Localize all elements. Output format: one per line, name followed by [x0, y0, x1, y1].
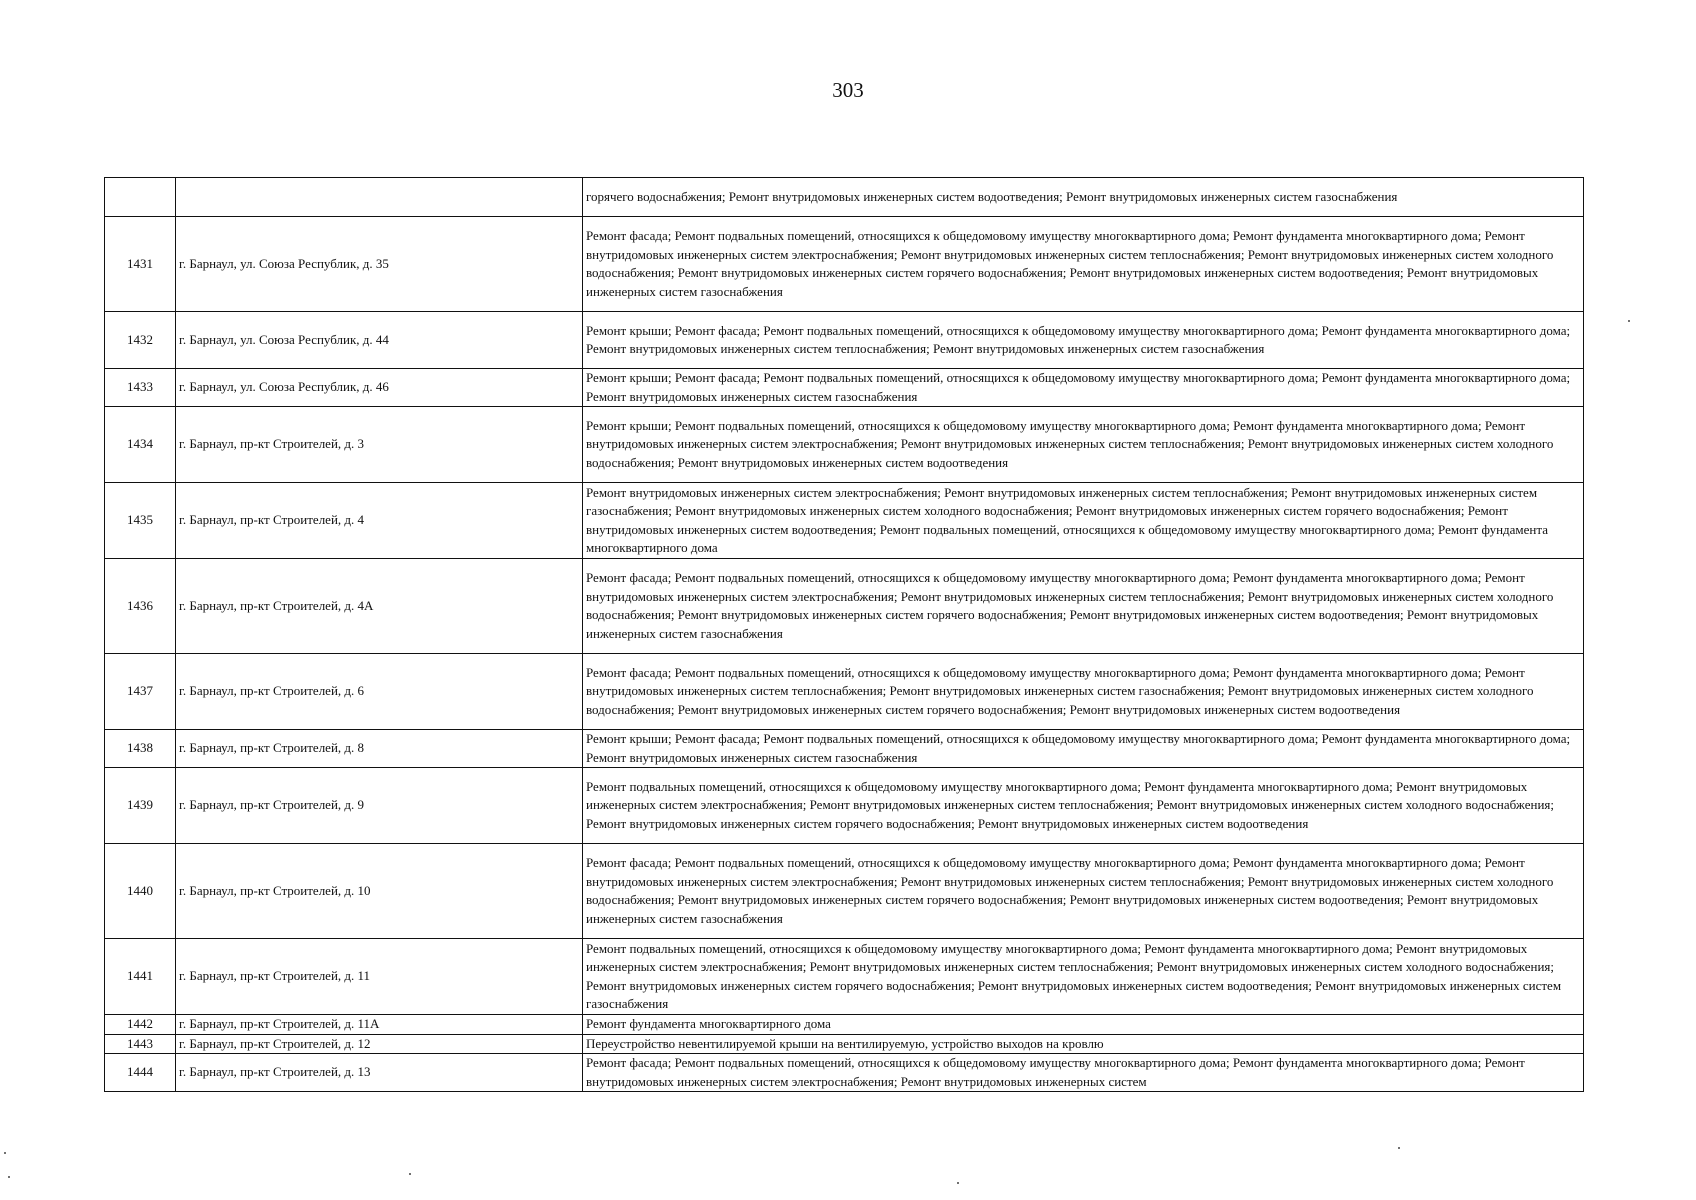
row-number: 1433 — [105, 369, 176, 407]
row-address: г. Барнаул, пр-кт Строителей, д. 13 — [176, 1054, 583, 1092]
table-row — [105, 939, 1584, 1015]
row-works: Ремонт подвальных помещений, относящихся к общедомовому имуществу многоквартирного дома; Ремонт фундамента многоквартирного дома; Ремонт внутридомовых инженерных систем электроснабжения; Ремонт внутридомовых инженерных систем теплоснабжения; Ремонт внутридомовых инженерных систем холодного водоснабжения; Ремонт внутридомовых инженерных систем горячего водоснабжения; Ремонт внутридомовых инженерных систем водоотведения — [583, 768, 1584, 844]
row-address: г. Барнаул, пр-кт Строителей, д. 11А — [176, 1015, 583, 1035]
row-works: Переустройство невентилируемой крыши на вентилируемую, устройство выходов на кровлю — [583, 1034, 1584, 1054]
repair-works-table — [104, 177, 1584, 1092]
row-number: 1440 — [105, 844, 176, 939]
row-address: г. Барнаул, пр-кт Строителей, д. 9 — [176, 768, 583, 844]
row-address: г. Барнаул, ул. Союза Республик, д. 44 — [176, 312, 583, 369]
row-address: г. Барнаул, пр-кт Строителей, д. 12 — [176, 1034, 583, 1054]
scan-speck — [8, 1176, 10, 1178]
table-row — [105, 1015, 1584, 1035]
table-row — [105, 483, 1584, 559]
row-address — [176, 178, 583, 217]
row-number: 1431 — [105, 217, 176, 312]
row-number: 1443 — [105, 1034, 176, 1054]
table-row — [105, 730, 1584, 768]
table-row — [105, 217, 1584, 312]
table-row — [105, 312, 1584, 369]
row-address: г. Барнаул, пр-кт Строителей, д. 8 — [176, 730, 583, 768]
row-address: г. Барнаул, пр-кт Строителей, д. 10 — [176, 844, 583, 939]
scan-speck — [4, 1152, 6, 1154]
row-number: 1435 — [105, 483, 176, 559]
row-works: Ремонт фасада; Ремонт подвальных помещений, относящихся к общедомовому имуществу многоквартирного дома; Ремонт фундамента многоквартирного дома; Ремонт внутридомовых инженерных систем электроснабжения; Ремонт внутридомовых инженерных систем теплоснабжения; Ремонт внутридомовых инженерных систем холодного водоснабжения; Ремонт внутридомовых инженерных систем горячего водоснабжения; Ремонт внутридомовых инженерных систем водоотведения; Ремонт внутридомовых инженерных систем газоснабжения — [583, 559, 1584, 654]
row-number: 1437 — [105, 654, 176, 730]
row-number: 1439 — [105, 768, 176, 844]
row-works: Ремонт крыши; Ремонт фасада; Ремонт подвальных помещений, относящихся к общедомовому имуществу многоквартирного дома; Ремонт фундамента многоквартирного дома; Ремонт внутридомовых инженерных систем теплоснабжения; Ремонт внутридомовых инженерных систем газоснабжения — [583, 312, 1584, 369]
row-number: 1444 — [105, 1054, 176, 1092]
row-number: 1432 — [105, 312, 176, 369]
table-row — [105, 178, 1584, 217]
table-row — [105, 407, 1584, 483]
table-row — [105, 768, 1584, 844]
row-address: г. Барнаул, ул. Союза Республик, д. 46 — [176, 369, 583, 407]
table-row — [105, 844, 1584, 939]
scan-speck — [1398, 1147, 1400, 1149]
row-works: Ремонт фасада; Ремонт подвальных помещений, относящихся к общедомовому имуществу многоквартирного дома; Ремонт фундамента многоквартирного дома; Ремонт внутридомовых инженерных систем теплоснабжения; Ремонт внутридомовых инженерных систем газоснабжения; Ремонт внутридомовых инженерных систем холодного водоснабжения; Ремонт внутридомовых инженерных систем горячего водоснабжения; Ремонт внутридомовых инженерных систем водоотведения — [583, 654, 1584, 730]
row-number — [105, 178, 176, 217]
scan-speck — [409, 1173, 411, 1175]
row-works: Ремонт фасада; Ремонт подвальных помещений, относящихся к общедомовому имуществу многоквартирного дома; Ремонт фундамента многоквартирного дома; Ремонт внутридомовых инженерных систем электроснабжения; Ремонт внутридомовых инженерных систем теплоснабжения; Ремонт внутридомовых инженерных систем холодного водоснабжения; Ремонт внутридомовых инженерных систем горячего водоснабжения; Ремонт внутридомовых инженерных систем водоотведения; Ремонт внутридомовых инженерных систем газоснабжения — [583, 844, 1584, 939]
page-number: 303 — [832, 78, 864, 102]
row-address: г. Барнаул, пр-кт Строителей, д. 11 — [176, 939, 583, 1015]
row-works: горячего водоснабжения; Ремонт внутридомовых инженерных систем водоотведения; Ремонт внутридомовых инженерных систем газоснабжения — [583, 178, 1584, 217]
row-address: г. Барнаул, пр-кт Строителей, д. 4 — [176, 483, 583, 559]
row-works: Ремонт внутридомовых инженерных систем электроснабжения; Ремонт внутридомовых инженерных систем теплоснабжения; Ремонт внутридомовых инженерных систем газоснабжения; Ремонт внутридомовых инженерных систем холодного водоснабжения; Ремонт внутридомовых инженерных систем горячего водоснабжения; Ремонт внутридомовых инженерных систем водоотведения; Ремонт подвальных помещений, относящихся к общедомовому имуществу многоквартирного дома; Ремонт фундамента многоквартирного дома — [583, 483, 1584, 559]
row-number: 1434 — [105, 407, 176, 483]
row-works: Ремонт крыши; Ремонт фасада; Ремонт подвальных помещений, относящихся к общедомовому имуществу многоквартирного дома; Ремонт фундамента многоквартирного дома; Ремонт внутридомовых инженерных систем газоснабжения — [583, 730, 1584, 768]
scan-speck — [957, 1182, 959, 1184]
table-row — [105, 1034, 1584, 1054]
row-works: Ремонт фасада; Ремонт подвальных помещений, относящихся к общедомовому имуществу многоквартирного дома; Ремонт фундамента многоквартирного дома; Ремонт внутридомовых инженерных систем электроснабжения; Ремонт внутридомовых инженерных систем теплоснабжения; Ремонт внутридомовых инженерных систем холодного водоснабжения; Ремонт внутридомовых инженерных систем горячего водоснабжения; Ремонт внутридомовых инженерных систем водоотведения; Ремонт внутридомовых инженерных систем газоснабжения — [583, 217, 1584, 312]
table-row — [105, 369, 1584, 407]
row-address: г. Барнаул, пр-кт Строителей, д. 6 — [176, 654, 583, 730]
row-number: 1436 — [105, 559, 176, 654]
row-address: г. Барнаул, пр-кт Строителей, д. 4А — [176, 559, 583, 654]
scan-speck — [1628, 320, 1630, 322]
row-works: Ремонт подвальных помещений, относящихся к общедомовому имуществу многоквартирного дома; Ремонт фундамента многоквартирного дома; Ремонт внутридомовых инженерных систем электроснабжения; Ремонт внутридомовых инженерных систем теплоснабжения; Ремонт внутридомовых инженерных систем холодного водоснабжения; Ремонт внутридомовых инженерных систем горячего водоснабжения; Ремонт внутридомовых инженерных систем водоотведения; Ремонт внутридомовых инженерных систем газоснабжения — [583, 939, 1584, 1015]
row-works: Ремонт крыши; Ремонт фасада; Ремонт подвальных помещений, относящихся к общедомовому имуществу многоквартирного дома; Ремонт фундамента многоквартирного дома; Ремонт внутридомовых инженерных систем газоснабжения — [583, 369, 1584, 407]
row-works: Ремонт крыши; Ремонт подвальных помещений, относящихся к общедомовому имуществу многоквартирного дома; Ремонт фундамента многоквартирного дома; Ремонт внутридомовых инженерных систем электроснабжения; Ремонт внутридомовых инженерных систем теплоснабжения; Ремонт внутридомовых инженерных систем холодного водоснабжения; Ремонт внутридомовых инженерных систем водоотведения — [583, 407, 1584, 483]
row-address: г. Барнаул, ул. Союза Республик, д. 35 — [176, 217, 583, 312]
table-row — [105, 1054, 1584, 1092]
row-address: г. Барнаул, пр-кт Строителей, д. 3 — [176, 407, 583, 483]
row-works: Ремонт фасада; Ремонт подвальных помещений, относящихся к общедомовому имуществу многоквартирного дома; Ремонт фундамента многоквартирного дома; Ремонт внутридомовых инженерных систем электроснабжения; Ремонт внутридомовых инженерных систем — [583, 1054, 1584, 1092]
table-row — [105, 559, 1584, 654]
row-number: 1442 — [105, 1015, 176, 1035]
row-number: 1441 — [105, 939, 176, 1015]
row-number: 1438 — [105, 730, 176, 768]
table-row — [105, 654, 1584, 730]
row-works: Ремонт фундамента многоквартирного дома — [583, 1015, 1584, 1035]
